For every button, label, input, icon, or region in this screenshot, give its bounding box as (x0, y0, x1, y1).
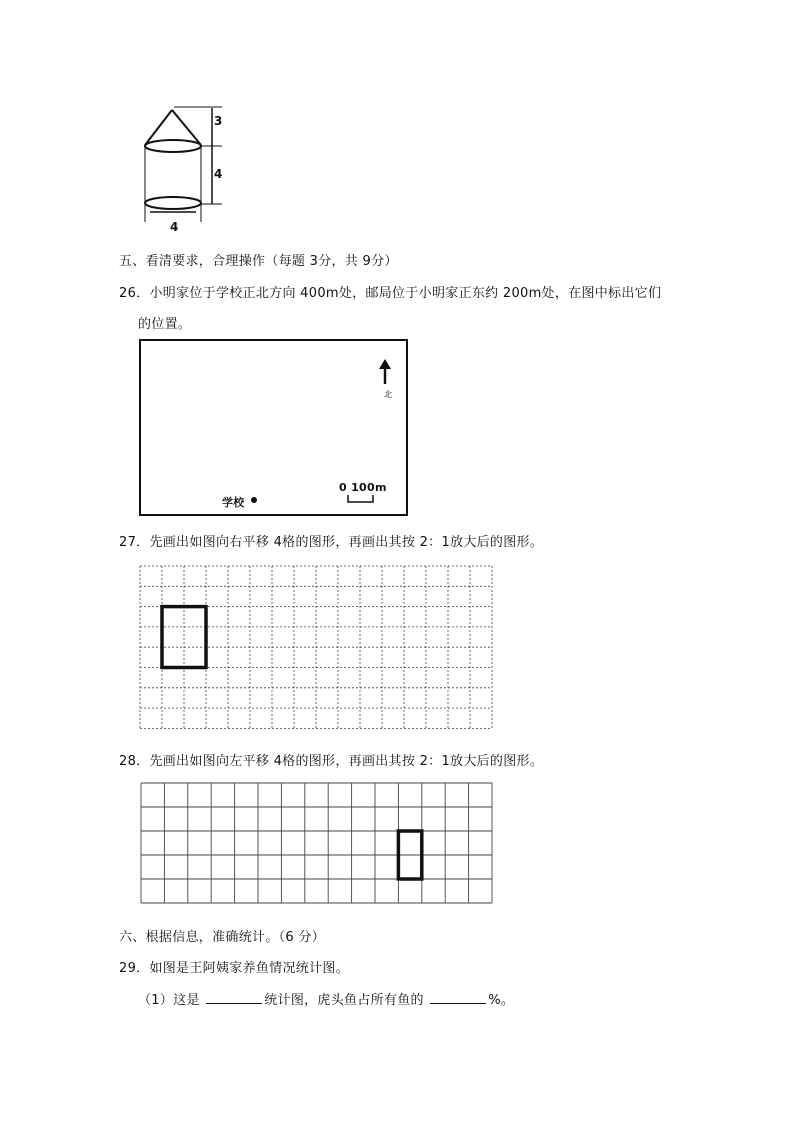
q29-sub1-suffix: %。 (488, 993, 515, 1008)
q27-text: 27．先画出如图向右平移 4格的图形，再画出其按 2：1放大后的图形。 (119, 535, 544, 550)
cone-height-label: 3 (214, 114, 223, 128)
school-label: 学校 (222, 496, 245, 509)
q29-sub1 (138, 989, 514, 1008)
q29-sub1-mid: 统计图，虎头鱼占所有鱼的 (264, 993, 424, 1008)
q28-text: 28．先画出如图向左平移 4格的图形，再画出其按 2：1放大后的图形。 (119, 754, 544, 769)
chart-type-blank[interactable] (206, 991, 262, 1004)
section5-heading: 五、看清要求，合理操作（每题 3分，共 9分） (119, 254, 398, 269)
scale-label: 0 100m (339, 481, 387, 494)
north-label: 北 (384, 390, 393, 399)
percent-blank[interactable] (430, 991, 486, 1004)
cylinder-height-label: 4 (214, 167, 223, 181)
q29-sub1-prefix: （1）这是 (138, 993, 200, 1008)
q26-text-cont: 的位置。 (138, 317, 192, 332)
q26-text: 26．小明家位于学校正北方向 400m处，邮局位于小明家正东约 200m处，在图中标出它们 (119, 286, 662, 301)
section6-heading: 六、根据信息，准确统计。（6 分） (119, 930, 326, 945)
diameter-label: 4 (170, 220, 179, 234)
q29-text: 29．如图是王阿姨家养鱼情况统计图。 (119, 961, 349, 976)
